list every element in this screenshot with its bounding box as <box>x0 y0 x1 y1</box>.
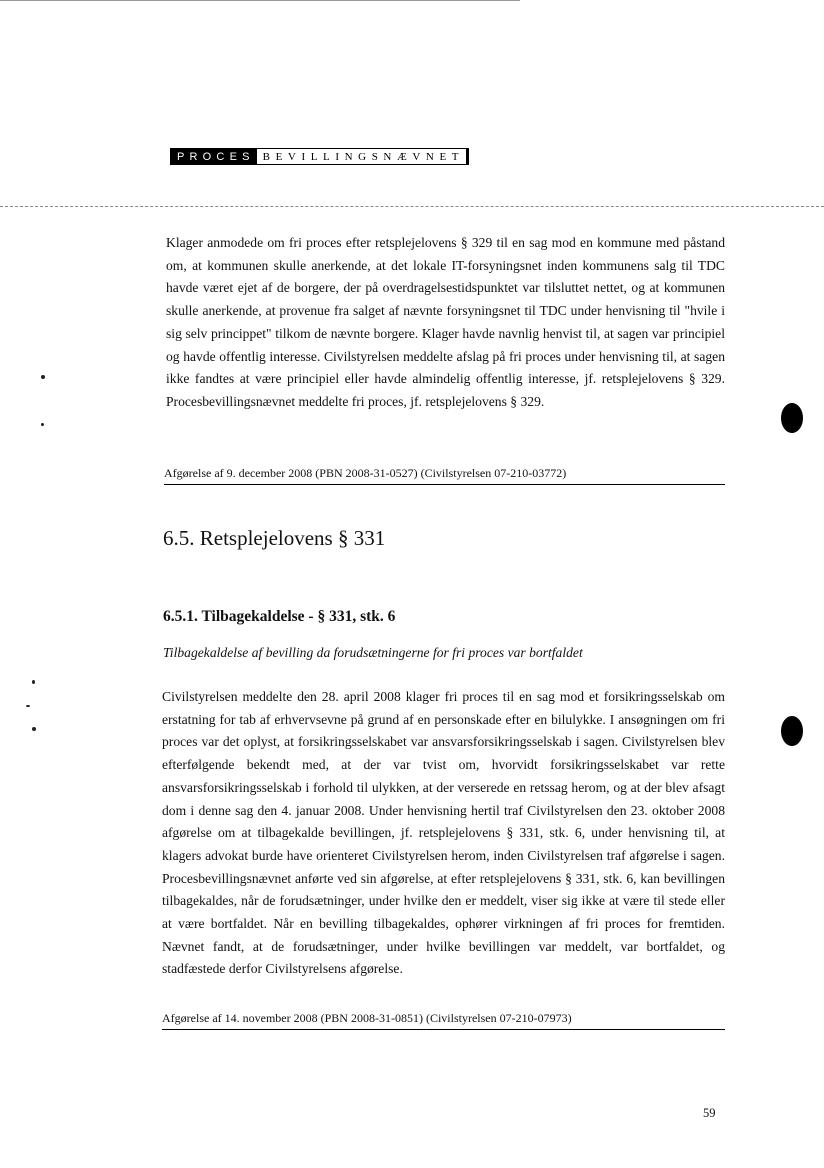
scan-speck <box>41 375 45 379</box>
header-logo <box>170 148 469 165</box>
page-number: 59 <box>703 1106 716 1120</box>
case2-reference: Afgørelse af 14. november 2008 (PBN 2008-31-0851) (Civilstyrelsen 07-210-07973) <box>162 1010 725 1030</box>
scan-speck <box>41 423 44 426</box>
case2-paragraph: Civilstyrelsen meddelte den 28. april 2008 klager fri proces til en sag mod et forsikringsselskab om erstatning for tab af erhvervsevne på grund af en personskade efter en bilulykke. I ansøgningen om fri proces var det oplyst, at forsikringsselskabet var ansvarsforsikringsselskab i sagen. Civilstyrelsen blev efterfølgende bekendt med, at der var tvist om, hvorvidt forsikringsselskabet var rette ansvarsforsikringsselskab i forhold til ulykken, at der verserede en retssag herom, og at der blev afsagt dom i denne sag den 4. januar 2008. Under henvisning hertil traf Civilstyrelsen den 23. oktober 2008 afgørelse om at tilbagekalde bevillingen, jf. retsplejelovens § 331, stk. 6, under henvisning til, at klagers advokat burde have orienteret Civilstyrelsen herom, inden Civilstyrelsen traf afgørelse i sagen. Procesbevillingsnævnet anførte ved sin afgørelse, at efter retsplejelovens § 331, stk. 6, kan bevillingen tilbagekaldes, når de forudsætninger, under hvilke den er meddelt, viser sig ikke at være til stede eller at være bortfaldet. Når en bevilling tilbagekaldes, ophører virkningen af fri proces for fremtiden. Nævnet fandt, at de forudsætninger, under hvilke bevillingen var meddelt, var bortfaldet, og stadfæstede derfor Civilstyrelsens afgørelse. <box>162 689 725 977</box>
scan-speck <box>26 705 30 707</box>
case1-paragraph: Klager anmodede om fri proces efter retsplejelovens § 329 til en sag mod en kommune med påstand om, at kommunen skulle anerkende, at det lokale IT-forsyningsnet inden kommunens salg til TDC havde været ejet af de borgere, der på overdragelsestidspunktet var tilsluttet nettet, og at kommunen skulle anerkende, at provenue fra salget af nævnte forsyningsnet til TDC under henvisning til "hvile i sig selv princippet" tilkom de nævnte borgere. Klager havde navnlig henvist til, at sagen var principiel og havde offentlig interesse. Civilstyrelsen meddelte afslag på fri proces under henvisning til, at sagen ikke fandtes at være principiel eller havde almindelig offentlig interesse, jf. retsplejelovens § 329. Procesbevillingsnævnet meddelte fri proces, jf. retsplejelovens § 329. <box>166 235 725 409</box>
punch-hole-lower <box>781 716 803 746</box>
subsection-caption: Tilbagekaldelse af bevilling da forudsætningerne for fri proces var bortfaldet <box>163 645 583 660</box>
logo-proces: PROCES <box>171 149 257 164</box>
scan-speck <box>32 727 36 731</box>
scan-edge-line <box>0 0 520 1</box>
punch-hole-upper <box>781 403 803 433</box>
section-heading: 6.5. Retsplejelovens § 331 <box>163 526 386 550</box>
header-rule <box>0 206 824 207</box>
logo-bevillingsnaevnet: BEVILLINGSNÆVNET <box>257 149 468 164</box>
subsection-heading: 6.5.1. Tilbagekaldelse - § 331, stk. 6 <box>163 608 396 625</box>
scan-speck <box>32 680 35 684</box>
case1-reference: Afgørelse af 9. december 2008 (PBN 2008-31-0527) (Civilstyrelsen 07-210-03772) <box>164 465 725 485</box>
